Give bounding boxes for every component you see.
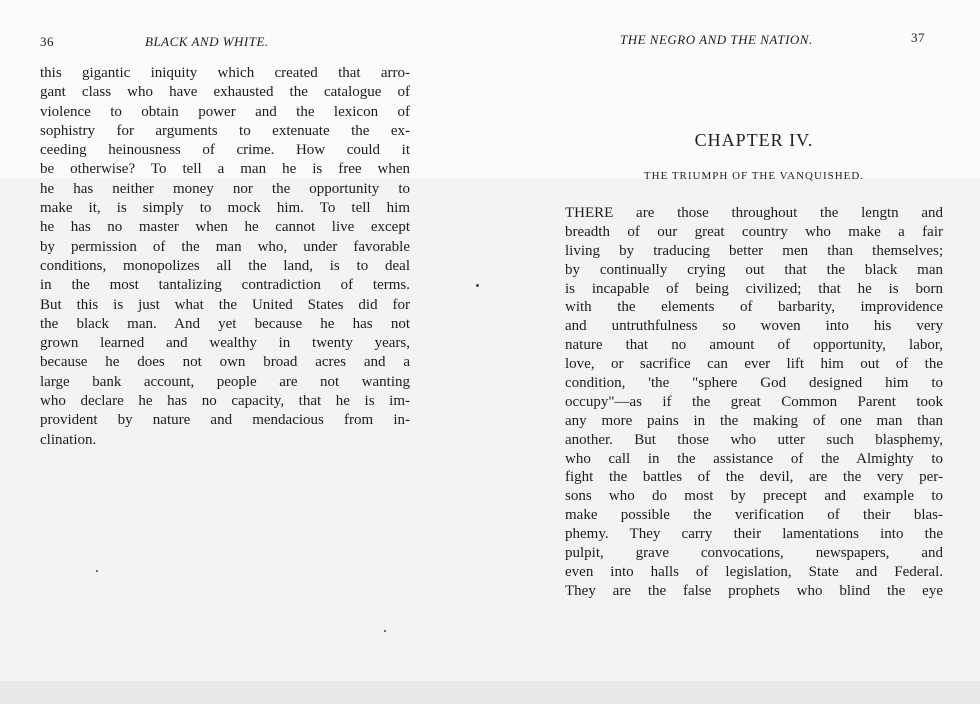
text-line: is incapable of being civilized; that he is born [565,280,943,297]
text-line: large bank account, people are not wanting [40,373,410,390]
text-line: pulpit, grave convocations, newspapers, and [565,545,943,562]
chapter-subtitle: THE TRIUMPH OF THE VANQUISHED. [643,170,865,182]
left-running-title: BLACK AND WHITE. [145,34,269,49]
text-line: fight the battles of the devil, are the very per- [565,469,943,486]
page-background-bottom [0,681,980,704]
text-line: even into halls of legislation, State and Federal. [565,563,943,580]
text-line: breadth of our great country who make a fair [565,223,943,240]
text-line: make it, is simply to mock him. To tell him [40,200,410,217]
text-line: THERE are those throughout the lengtn and [565,205,943,221]
text-line: with the elements of barbarity, improvidence [565,299,943,316]
text-line: gant class who have exhausted the catalogue of [40,84,410,101]
text-line: be otherwise? To tell a man he is free when [40,161,410,178]
left-page [40,34,410,450]
text-line: love, or sacrifice can ever lift him out of the [565,356,943,373]
right-page-number: 37 [911,30,925,45]
ink-speck [384,630,386,632]
text-line: nature that no amount of opportunity, labor, [565,337,943,354]
text-line: he has neither money nor the opportunity to [40,180,410,197]
chapter-title: CHAPTER IV. [694,130,814,150]
text-line: But this is just what the United States did for [40,296,410,313]
text-line: sophistry for arguments to extenuate the ex- [40,122,410,139]
text-line: They are the false prophets who blind the eye [565,582,943,599]
text-line: and untruthfulness so woven into his very [565,318,943,335]
text-line: any more pains in the making of one man than [565,412,943,429]
text-line: another. But those who utter such blasphemy, [565,431,943,448]
left-running-head [40,34,410,64]
text-line: violence to obtain power and the lexicon of [40,103,410,120]
text-line: grown learned and wealthy in twenty years, [40,335,410,352]
right-page [565,30,943,601]
ink-speck [476,284,479,287]
text-line: provident by nature and mendacious from in- [40,412,410,429]
text-line: conditions, monopolizes all the land, is to deal [40,257,410,274]
text-line: phemy. They carry their lamentations into the [565,526,943,543]
text-line: this gigantic iniquity which created that arro- [40,65,410,81]
left-page-number: 36 [40,34,54,49]
right-running-head [565,30,943,60]
text-line: who declare he has no capacity, that he is im- [40,393,410,410]
text-line: ceeding heinousness of crime. How could it [40,142,410,159]
text-line: he has no master when he cannot live except [40,219,410,236]
text-line: living by traducing better men than themselves; [565,242,943,259]
text-line: the black man. And yet because he has not [40,315,410,332]
text-line: who call in the assistance of the Almighty to [565,450,943,467]
text-line: occupy"—as if the great Common Parent took [565,393,943,410]
text-line: by continually crying out that the black man [565,261,943,278]
left-body-text [40,64,410,450]
text-line: sons who do most by precept and example to [565,488,943,505]
text-line: because he does not own broad acres and a [40,354,410,371]
text-line: in the most tantalizing contradiction of terms. [40,277,410,294]
text-line: by permission of the man who, under favorable [40,238,410,255]
text-line: clination. [40,431,97,448]
text-line: condition, 'the "sphere God designed him to [565,375,943,392]
right-running-title: THE NEGRO AND THE NATION. [620,32,813,47]
right-body-text [565,204,943,601]
text-line: make possible the verification of their blas- [565,507,943,524]
ink-speck [96,570,98,572]
